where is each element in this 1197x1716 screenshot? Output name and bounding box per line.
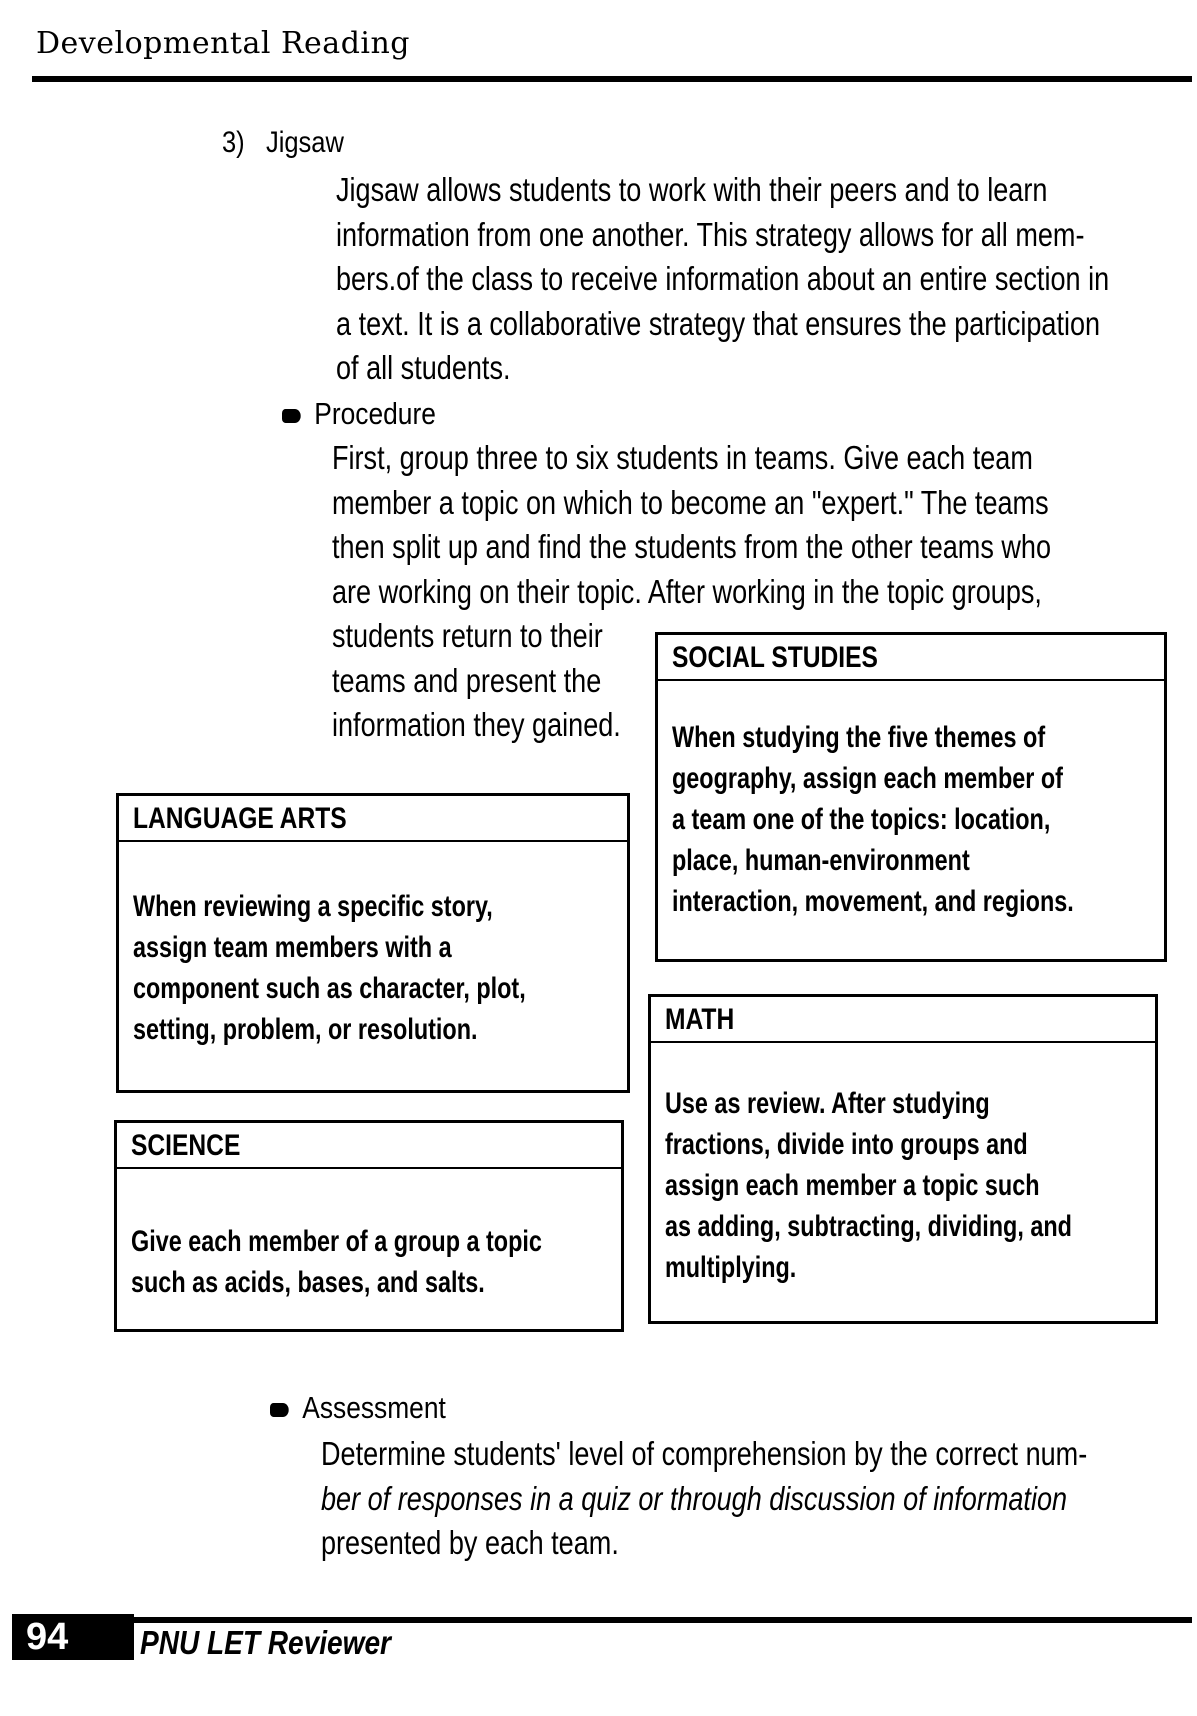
- box-title-text: LANGUAGE ARTS: [133, 802, 347, 835]
- science-box: [114, 1120, 624, 1332]
- box-line: When studying the five themes of: [672, 721, 1046, 754]
- math-box: [648, 994, 1158, 1324]
- social-studies-box: [655, 632, 1167, 962]
- intro-line: bers.of the class to receive information about an entire section in: [336, 260, 1110, 297]
- box-line: Give each member of a group a topic: [131, 1225, 542, 1258]
- procedure-line: First, group three to six students in teams. Give each team: [332, 439, 1033, 476]
- procedure-line: information they gained.: [332, 706, 621, 743]
- box-title: [651, 997, 1155, 1043]
- box-body: [119, 842, 627, 1050]
- box-line: assign each member a topic such: [665, 1169, 1040, 1202]
- language-arts-box: [116, 793, 630, 1093]
- assessment-paragraph: [321, 1432, 1087, 1566]
- footer-title: PNU LET Reviewer: [140, 1624, 391, 1661]
- section-heading: [222, 126, 344, 160]
- box-title-text: SOCIAL STUDIES: [672, 641, 878, 674]
- assessment-line: presented by each team.: [321, 1524, 619, 1561]
- box-line: a team one of the topics: location,: [672, 803, 1051, 836]
- procedure-line: then split up and find the students from the other teams who: [332, 528, 1052, 565]
- section-number: 3): [222, 126, 245, 159]
- section-title: Jigsaw: [265, 126, 344, 159]
- procedure-line: teams and present the: [332, 661, 602, 699]
- intro-line: of all students.: [336, 349, 511, 386]
- box-line: as adding, subtracting, dividing, and: [665, 1210, 1072, 1243]
- box-title-text: SCIENCE: [131, 1129, 241, 1162]
- box-body: [117, 1169, 621, 1303]
- box-line: setting, problem, or resolution.: [133, 1013, 478, 1046]
- box-line: component such as character, plot,: [133, 972, 526, 1005]
- procedure-line: member a topic on which to become an "expert." The teams: [332, 483, 1049, 521]
- procedure-line: are working on their topic. After working in the topic groups,: [332, 572, 1042, 610]
- running-header: Developmental Reading: [36, 26, 411, 61]
- box-line: assign team members with a: [133, 931, 452, 964]
- page-number: 94: [12, 1614, 134, 1660]
- assessment-line: Determine students' level of comprehension by the correct num-: [321, 1435, 1088, 1472]
- box-title: [658, 635, 1164, 681]
- box-line: fractions, divide into groups and: [665, 1128, 1028, 1161]
- box-title: [119, 796, 627, 842]
- procedure-heading: [282, 396, 436, 432]
- footer-rule: [132, 1617, 1192, 1623]
- header-rule: [32, 76, 1192, 82]
- intro-paragraph: [336, 168, 1109, 391]
- procedure-line: students return to their: [332, 617, 603, 654]
- box-body: [658, 681, 1164, 922]
- assessment-line: ber of responses in a quiz or through discussion of information: [321, 1479, 1068, 1517]
- box-title-text: MATH: [665, 1003, 735, 1036]
- box-line: place, human-environment: [672, 844, 970, 877]
- box-title: [117, 1123, 621, 1169]
- procedure-heading-text: Procedure: [314, 396, 436, 431]
- bullet-arrow-icon: [282, 409, 301, 423]
- box-line: When reviewing a specific story,: [133, 890, 493, 923]
- intro-line: information from one another. This strategy allows for all mem-: [336, 215, 1085, 253]
- assessment-heading-text: Assessment: [302, 1390, 446, 1425]
- box-line: interaction, movement, and regions.: [672, 885, 1074, 918]
- box-line: geography, assign each member of: [672, 762, 1063, 795]
- assessment-heading: [270, 1390, 446, 1426]
- box-line: such as acids, bases, and salts.: [131, 1266, 485, 1299]
- intro-line: a text. It is a collaborative strategy that ensures the participation: [336, 304, 1101, 342]
- box-line: Use as review. After studying: [665, 1087, 990, 1120]
- intro-line: Jigsaw allows students to work with their peers and to learn: [336, 171, 1048, 208]
- bullet-arrow-icon: [270, 1403, 289, 1417]
- box-line: multiplying.: [665, 1251, 797, 1284]
- box-body: [651, 1043, 1155, 1288]
